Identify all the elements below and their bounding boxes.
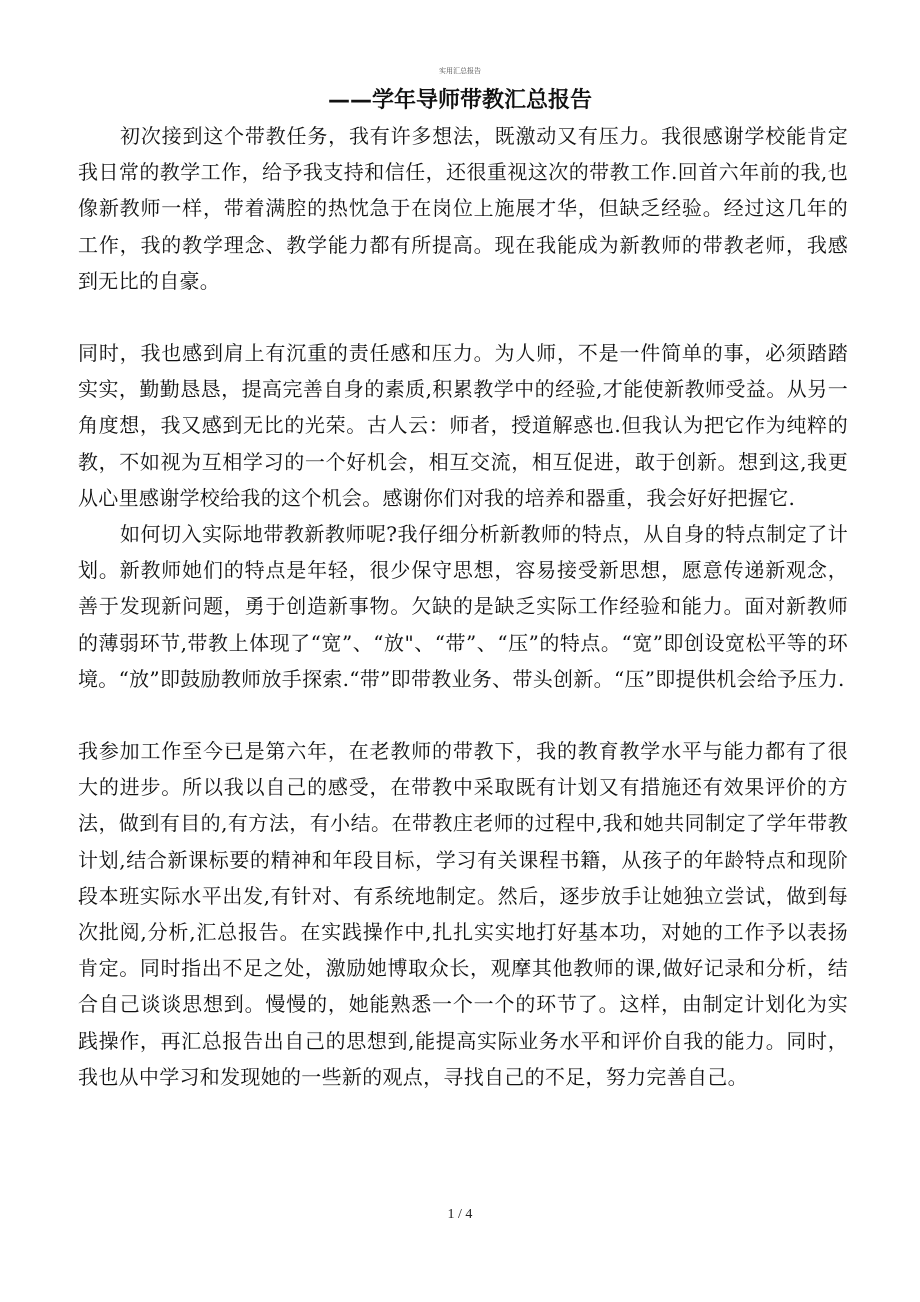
paragraph-spacer (78, 299, 848, 335)
paragraph-spacer (78, 697, 848, 733)
document-title: ——学年导师带教汇总报告 (327, 88, 592, 113)
paragraph-1: 初次接到这个带教任务，我有许多想法，既激动又有压力。我很感谢学校能肯定我日常的教学工作，给予我支持和信任，还很重视这次的带教工作.回首六年前的我,也像新教师一样，带着满腔的热忱急于在岗位上施展才华，但缺乏经验。经过这几年的工作，我的教学理念、教学能力都有所提高。现在我能成为新教师的带教老师，我感到无比的自豪。 (78, 124, 848, 293)
paragraph-4: 我参加工作至今已是第六年，在老教师的带教下，我的教育教学水平与能力都有了很大的进步。所以我以自己的感受，在带教中采取既有计划又有措施还有效果评价的方法，做到有目的,有方法，有小结。在带教庄老师的过程中,我和她共同制定了学年带教计划,结合新课标要的精神和年段目标，学习有关课程书籍，从孩子的年龄特点和现阶段本班实际水平出发,有针对、有系统地制定。然后，逐步放手让她独立尝试，做到每次批阅,分析,汇总报告。在实践操作中,扎扎实实地打好基本功，对她的工作予以表扬肯定。同时指出不足之处，激励她博取众长，观摩其他教师的课,做好记录和分析，结合自己谈谈思想到。慢慢的，她能熟悉一个一个的环节了。这样，由制定计划化为实践操作，再汇总报告出自己的思想到,能提高实际业务水平和评价自我的能力。同时，我也从中学习和发现她的一些新的观点，寻找自己的不足，努力完善自己。 (78, 739, 848, 1089)
running-header: 实用汇总报告 (439, 67, 481, 75)
paragraph-2: 同时，我也感到肩上有沉重的责任感和压力。为人师，不是一件简单的事，必须踏踏实实，勤勤恳恳，提高完善自身的素质,积累教学中的经验,才能使新教师受益。从另一角度想，我又感到无比的光荣。古人云：师者，授道解惑也.但我认为把它作为纯粹的教，不如视为互相学习的一个好机会，相互交流，相互促进，敢于创新。想到这,我更从心里感谢学校给我的这个机会。感谢你们对我的培养和器重，我会好好把握它. (78, 341, 848, 510)
document-body (78, 118, 848, 1095)
page-number: 1 / 4 (447, 1207, 473, 1222)
paragraph-3: 如何切入实际地带教新教师呢?我仔细分析新教师的特点，从自身的特点制定了计划。新教师她们的特点是年轻，很少保守思想，容易接受新思想，愿意传递新观念，善于发现新问题，勇于创造新事物。欠缺的是缺乏实际工作经验和能力。面对新教师的薄弱环节,带教上体现了“宽”、“放"、“带”、“压”的特点。“宽”即创设宽松平等的环境。“放”即鼓励教师放手探索.“带”即带教业务、带头创新。“压”即提供机会给予压力. (78, 522, 848, 691)
